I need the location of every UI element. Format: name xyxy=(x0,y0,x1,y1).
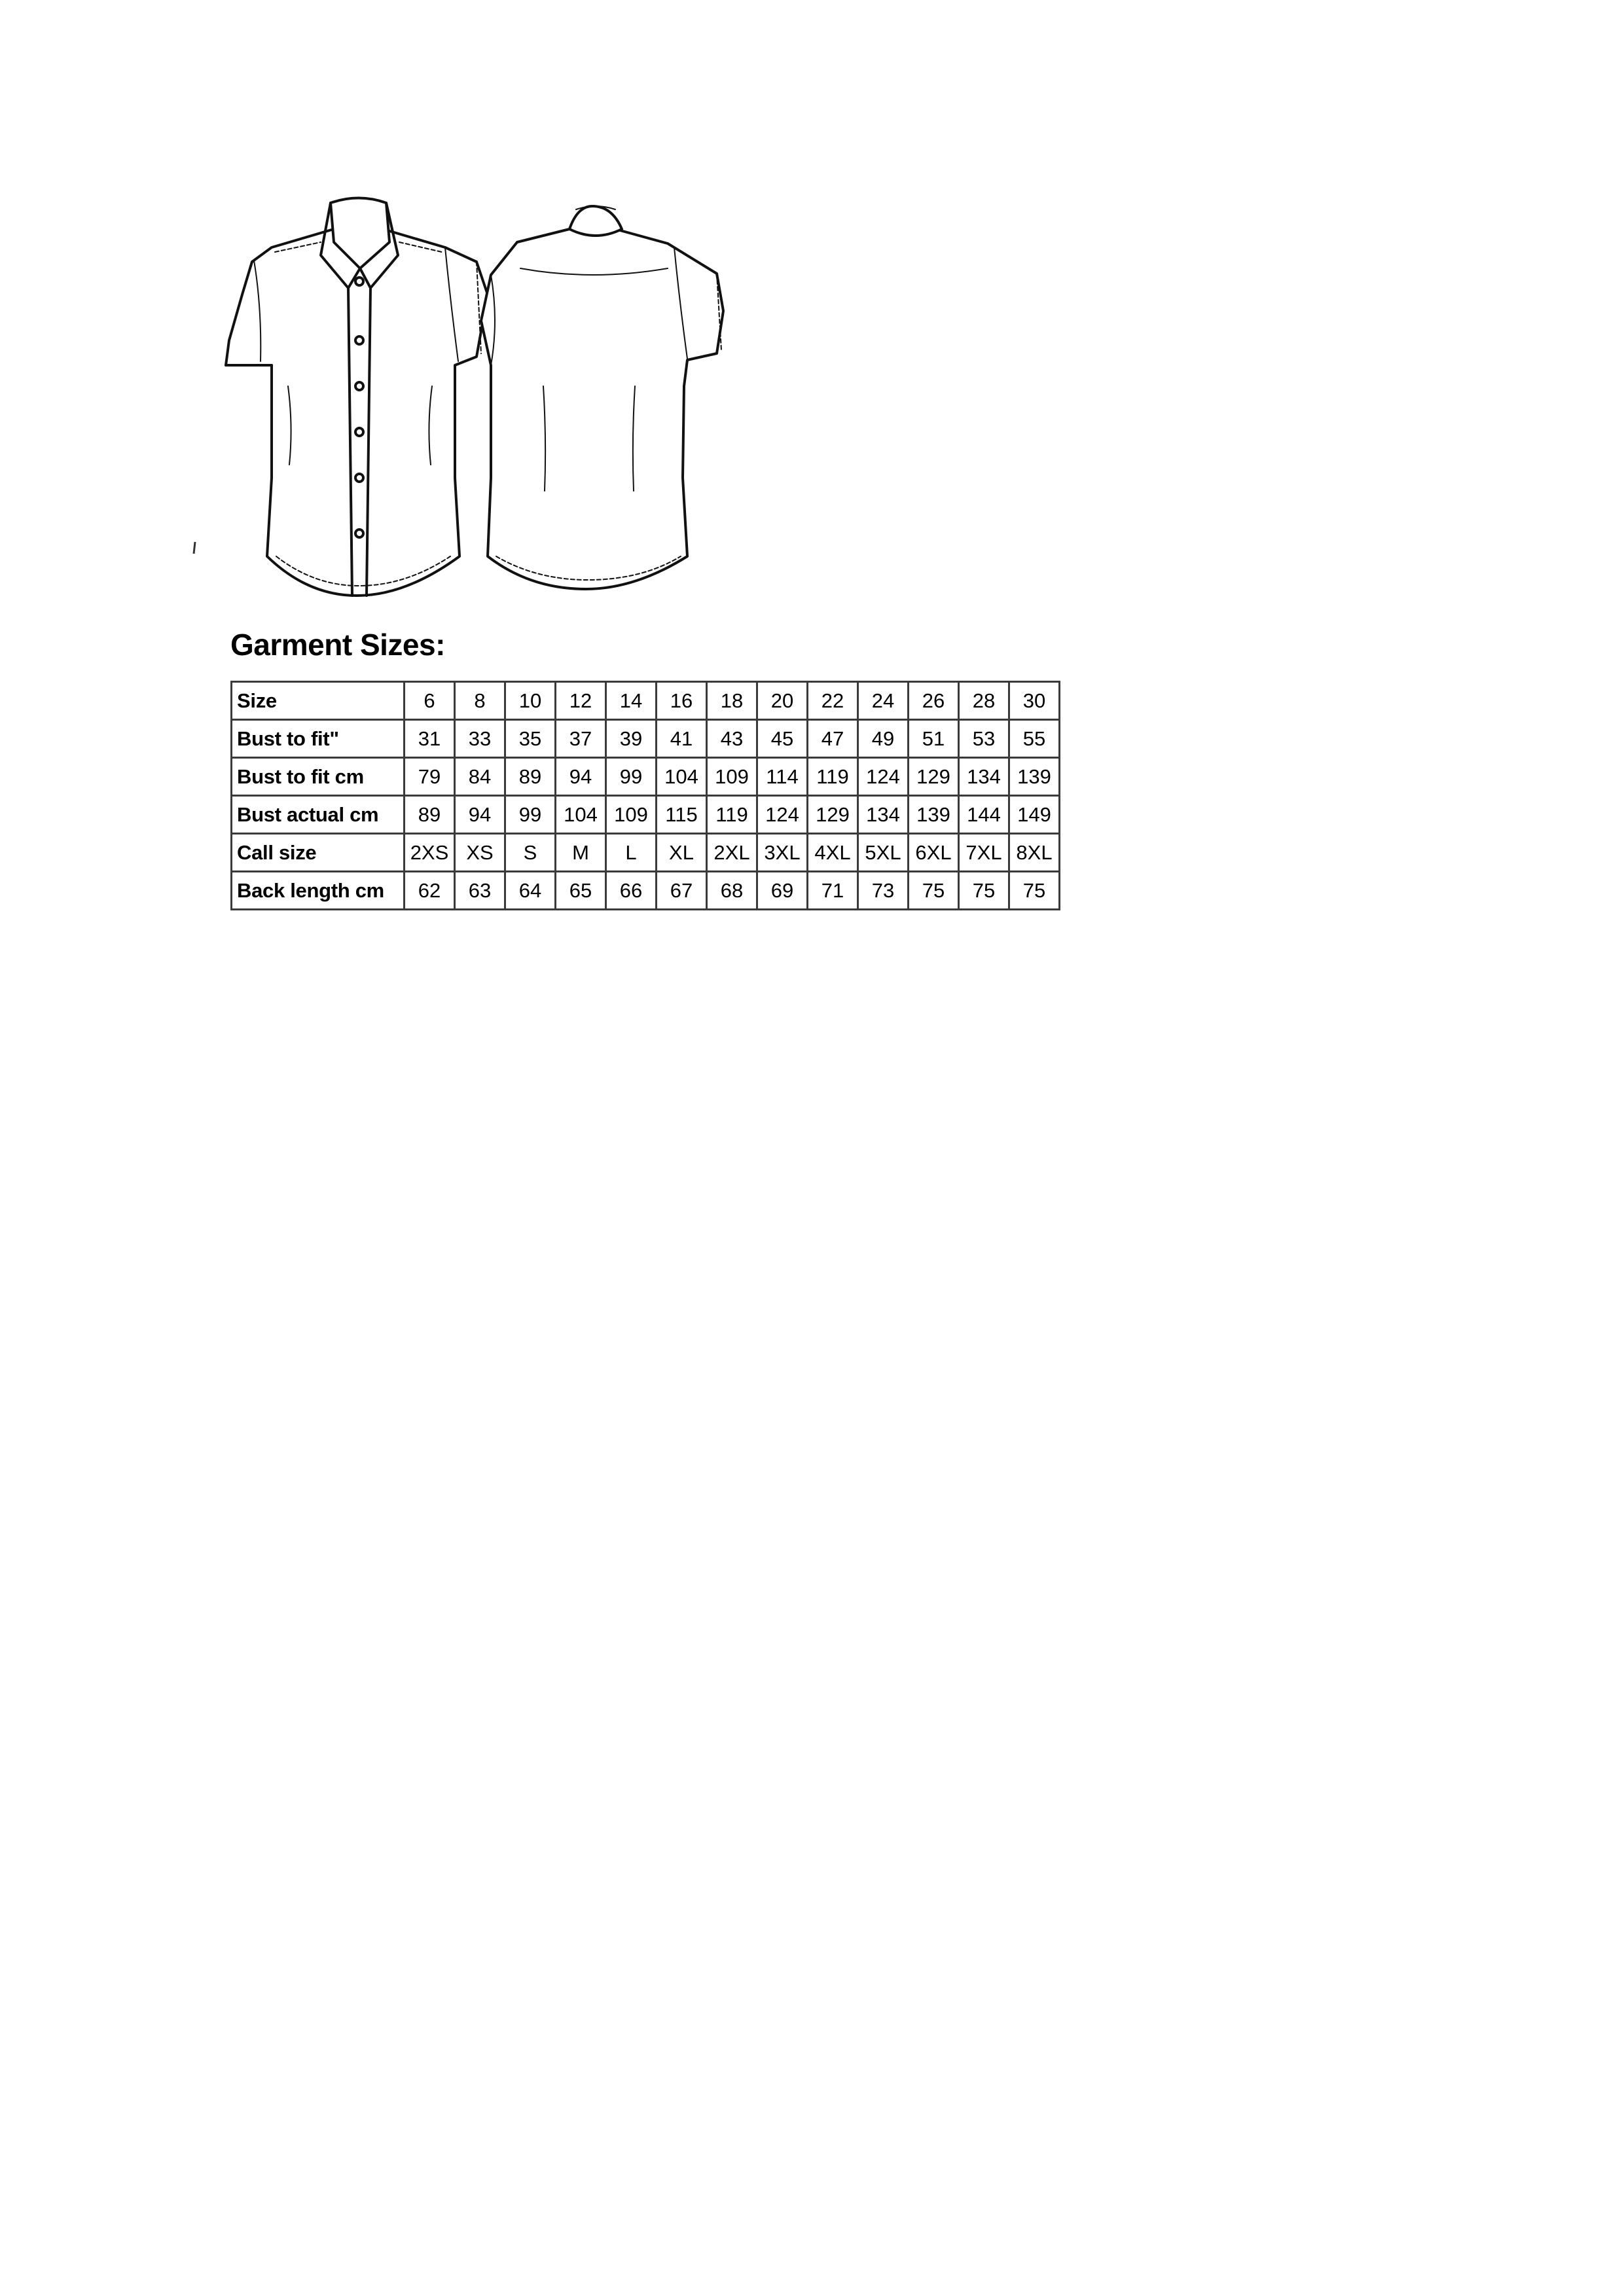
table-cell: 66 xyxy=(606,872,657,910)
table-cell: 26 xyxy=(909,682,959,720)
table-cell: 94 xyxy=(556,758,606,796)
table-cell: 144 xyxy=(959,796,1009,834)
table-cell: 99 xyxy=(606,758,657,796)
table-cell: S xyxy=(505,834,556,872)
row-label: Size xyxy=(232,682,405,720)
shirt-front-icon xyxy=(226,198,488,596)
stray-mark xyxy=(192,541,196,555)
table-row xyxy=(232,758,1060,796)
table-row xyxy=(232,872,1060,910)
table-cell: 63 xyxy=(455,872,505,910)
table-cell: 2XS xyxy=(405,834,455,872)
table-cell: 10 xyxy=(505,682,556,720)
table-cell: 8 xyxy=(455,682,505,720)
table-cell: 114 xyxy=(757,758,808,796)
table-cell: 22 xyxy=(808,682,858,720)
garment-sizes-heading: Garment Sizes: xyxy=(230,628,445,662)
table-cell: 30 xyxy=(1009,682,1060,720)
table-cell: 37 xyxy=(556,720,606,758)
table-cell: 2XL xyxy=(707,834,757,872)
table-row xyxy=(232,720,1060,758)
size-table xyxy=(230,681,1060,910)
table-cell: 109 xyxy=(606,796,657,834)
table-cell: 139 xyxy=(1009,758,1060,796)
table-cell: 84 xyxy=(455,758,505,796)
table-cell: 28 xyxy=(959,682,1009,720)
table-cell: 119 xyxy=(808,758,858,796)
table-cell: 124 xyxy=(757,796,808,834)
table-cell: XS xyxy=(455,834,505,872)
table-cell: 39 xyxy=(606,720,657,758)
shirt-back-icon xyxy=(481,206,723,589)
table-cell: 75 xyxy=(909,872,959,910)
table-cell: 4XL xyxy=(808,834,858,872)
shirt-illustration xyxy=(190,190,844,609)
table-cell: L xyxy=(606,834,657,872)
table-cell: 134 xyxy=(959,758,1009,796)
table-cell: 119 xyxy=(707,796,757,834)
table-row xyxy=(232,834,1060,872)
table-cell: 16 xyxy=(657,682,707,720)
table-cell: 53 xyxy=(959,720,1009,758)
row-label: Call size xyxy=(232,834,405,872)
table-cell: 8XL xyxy=(1009,834,1060,872)
table-cell: 104 xyxy=(556,796,606,834)
table-cell: M xyxy=(556,834,606,872)
table-cell: 5XL xyxy=(858,834,909,872)
table-cell: 3XL xyxy=(757,834,808,872)
table-cell: 67 xyxy=(657,872,707,910)
table-cell: 6 xyxy=(405,682,455,720)
table-cell: 43 xyxy=(707,720,757,758)
table-cell: 104 xyxy=(657,758,707,796)
row-label: Back length cm xyxy=(232,872,405,910)
table-cell: 47 xyxy=(808,720,858,758)
table-cell: 64 xyxy=(505,872,556,910)
table-cell: 124 xyxy=(858,758,909,796)
table-cell: 75 xyxy=(1009,872,1060,910)
table-cell: 89 xyxy=(505,758,556,796)
table-cell: 94 xyxy=(455,796,505,834)
table-cell: 24 xyxy=(858,682,909,720)
table-cell: 62 xyxy=(405,872,455,910)
table-cell: 45 xyxy=(757,720,808,758)
table-cell: 71 xyxy=(808,872,858,910)
table-cell: 35 xyxy=(505,720,556,758)
table-cell: 55 xyxy=(1009,720,1060,758)
table-row xyxy=(232,682,1060,720)
table-cell: 41 xyxy=(657,720,707,758)
table-cell: 75 xyxy=(959,872,1009,910)
table-cell: 31 xyxy=(405,720,455,758)
table-cell: 6XL xyxy=(909,834,959,872)
table-cell: 89 xyxy=(405,796,455,834)
table-cell: 99 xyxy=(505,796,556,834)
table-cell: 129 xyxy=(808,796,858,834)
row-label: Bust actual cm xyxy=(232,796,405,834)
table-cell: 14 xyxy=(606,682,657,720)
table-cell: 7XL xyxy=(959,834,1009,872)
table-row xyxy=(232,796,1060,834)
table-cell: 139 xyxy=(909,796,959,834)
table-cell: 129 xyxy=(909,758,959,796)
table-cell: 79 xyxy=(405,758,455,796)
table-cell: 33 xyxy=(455,720,505,758)
table-cell: 68 xyxy=(707,872,757,910)
table-cell: 18 xyxy=(707,682,757,720)
table-cell: 51 xyxy=(909,720,959,758)
row-label: Bust to fit cm xyxy=(232,758,405,796)
row-label: Bust to fit" xyxy=(232,720,405,758)
table-cell: 115 xyxy=(657,796,707,834)
table-cell: 20 xyxy=(757,682,808,720)
table-cell: 69 xyxy=(757,872,808,910)
table-cell: XL xyxy=(657,834,707,872)
table-cell: 49 xyxy=(858,720,909,758)
table-cell: 134 xyxy=(858,796,909,834)
table-cell: 65 xyxy=(556,872,606,910)
table-cell: 109 xyxy=(707,758,757,796)
table-cell: 12 xyxy=(556,682,606,720)
table-cell: 73 xyxy=(858,872,909,910)
table-cell: 149 xyxy=(1009,796,1060,834)
